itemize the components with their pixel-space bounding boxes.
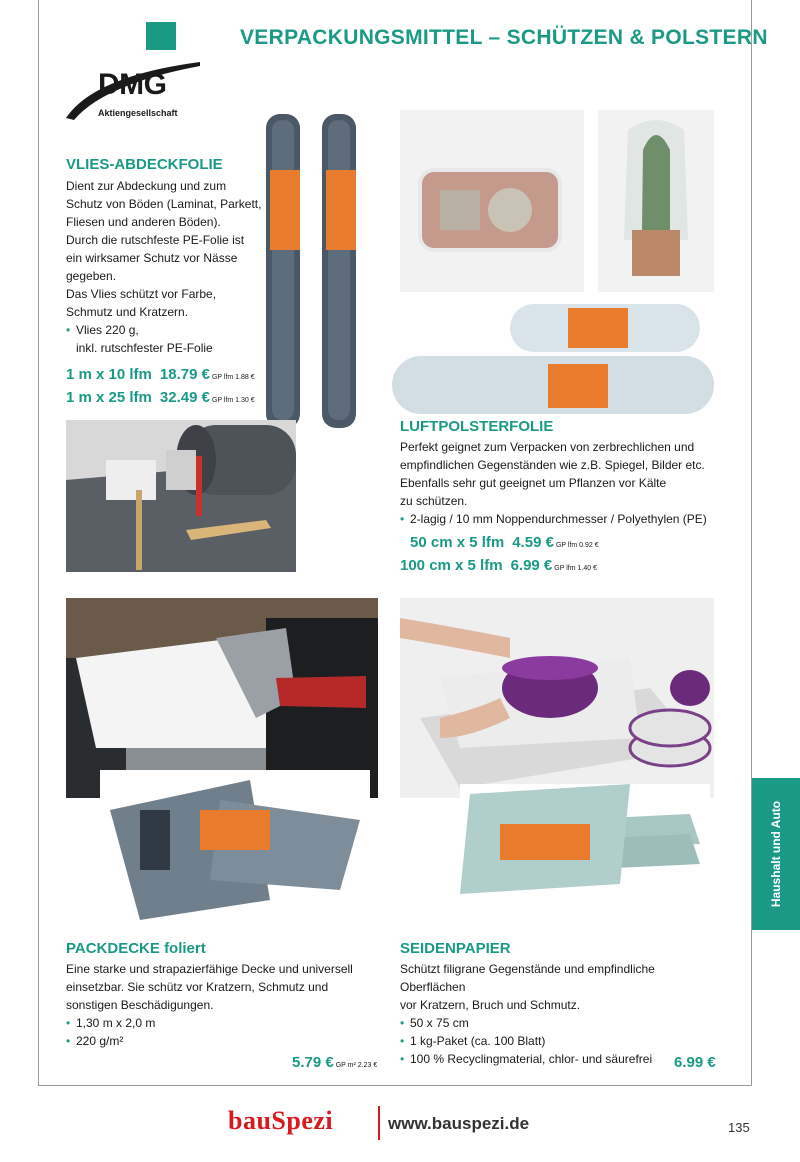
pack-line: einsetzbar. Sie schütz vor Kratzern, Schmutz und (66, 980, 329, 994)
seide-description (400, 960, 720, 1068)
price-size: 100 cm x 5 lfm (400, 557, 503, 574)
seide-bullet: • 1 kg-Paket (ca. 100 Blatt) (400, 1032, 720, 1050)
vlies-title: VLIES-ABDECKFOLIE (66, 156, 223, 173)
seide-line: Schützt filigrane Gegenstände und empfindliche Oberflächen (400, 962, 655, 994)
luft-price-1 (410, 534, 599, 551)
teal-square-mark (146, 22, 176, 50)
seide-bullet: • 100 % Recyclingmaterial, chlor- und säurefrei (400, 1050, 720, 1068)
price-value: 5.79 € (292, 1054, 334, 1071)
seide-price (674, 1054, 716, 1071)
vlies-line: Schmutz und Kratzern. (66, 305, 189, 319)
price-value: 4.59 € (512, 534, 554, 551)
page-title: VERPACKUNGSMITTEL – SCHÜTZEN & POLSTERN (240, 26, 768, 49)
price-value: 6.99 € (674, 1054, 716, 1071)
price-gp: GP lfm 1.30 € (211, 397, 255, 404)
luft-price-2 (400, 557, 597, 574)
category-side-tab[interactable] (752, 778, 800, 930)
luft-description (400, 438, 720, 528)
bubble-wrap-radio-image (400, 110, 584, 292)
vlies-price-2 (66, 389, 255, 406)
vlies-line: Dient zur Abdeckung und zum (66, 179, 227, 193)
price-value: 6.99 € (510, 557, 553, 574)
pack-title: PACKDECKE foliert (66, 940, 206, 957)
dmg-logo-text: DMG (98, 68, 167, 101)
luft-line: empfindlichen Gegenständen wie z.B. Spiegel, Bilder etc. (400, 458, 705, 472)
vlies-line: Fliesen und anderen Böden). (66, 215, 221, 229)
price-gp: GP lfm 1.40 € (554, 565, 597, 572)
pack-description (66, 960, 386, 1050)
vlies-description (66, 177, 266, 357)
vlies-bullet-cont: inkl. rutschfester PE-Folie (76, 341, 213, 355)
page-number: 135 (728, 1120, 750, 1135)
seide-bullet: • 50 x 75 cm (400, 1014, 720, 1032)
side-tab-label: Haushalt und Auto (769, 800, 783, 908)
vlies-line: ein wirksamer Schutz vor Nässe (66, 251, 238, 265)
luft-title: LUFTPOLSTERFOLIE (400, 418, 554, 435)
footer-brand-logo: bauSpezi (228, 1106, 334, 1135)
bubble-wrap-plant-image (598, 110, 714, 292)
packdecke-car-image (66, 598, 378, 798)
luft-line: zu schützen. (400, 494, 468, 508)
packdecke-packs-image (100, 770, 370, 920)
bubble-wrap-rolls-image (388, 300, 718, 418)
pack-line: Eine starke und strapazierfähige Decke und universell (66, 962, 353, 976)
footer-divider (378, 1106, 380, 1140)
vlies-price-1 (66, 366, 255, 383)
seide-line: vor Kratzern, Bruch und Schmutz. (400, 998, 581, 1012)
pack-price (292, 1054, 377, 1071)
price-value: 18.79 € (159, 366, 210, 383)
price-size: 1 m x 10 lfm (66, 366, 152, 383)
seidenpapier-packs-image (460, 784, 710, 900)
vlies-rolls-image (262, 110, 382, 432)
vlies-line: gegeben. (66, 269, 117, 283)
pack-bullet: • 1,30 m x 2,0 m (66, 1014, 386, 1032)
seidenpapier-bowl-image (400, 598, 714, 798)
vlies-bullet: • Vlies 220 g, (66, 321, 266, 339)
seide-title: SEIDENPAPIER (400, 940, 511, 957)
footer-url[interactable]: www.bauspezi.de (388, 1114, 530, 1133)
luft-line: Perfekt geignet zum Verpacken von zerbrechlichen und (400, 440, 695, 454)
price-size: 50 cm x 5 lfm (410, 534, 505, 551)
vlies-floor-image (66, 420, 296, 572)
vlies-line: Das Vlies schützt vor Farbe, (66, 287, 217, 301)
pack-line: sonstigen Beschädigungen. (66, 998, 214, 1012)
price-value: 32.49 € (159, 389, 210, 406)
price-gp: GP lfm 1.88 € (211, 374, 255, 381)
vlies-line: Durch die rutschfeste PE-Folie ist (66, 233, 245, 247)
dmg-logo-subtitle: Aktiengesellschaft (98, 108, 178, 118)
pack-bullet: • 220 g/m² (66, 1032, 386, 1050)
price-size: 1 m x 25 lfm (66, 389, 152, 406)
price-gp: GP lfm 0.92 € (555, 542, 599, 549)
price-gp: GP m² 2.23 € (335, 1062, 378, 1069)
luft-bullet: • 2-lagig / 10 mm Noppendurchmesser / Polyethylen (PE) (400, 510, 720, 528)
vlies-line: Schutz von Böden (Laminat, Parkett, (66, 197, 262, 211)
luft-line: Ebenfalls sehr gut geeignet um Pflanzen vor Kälte (400, 476, 667, 490)
